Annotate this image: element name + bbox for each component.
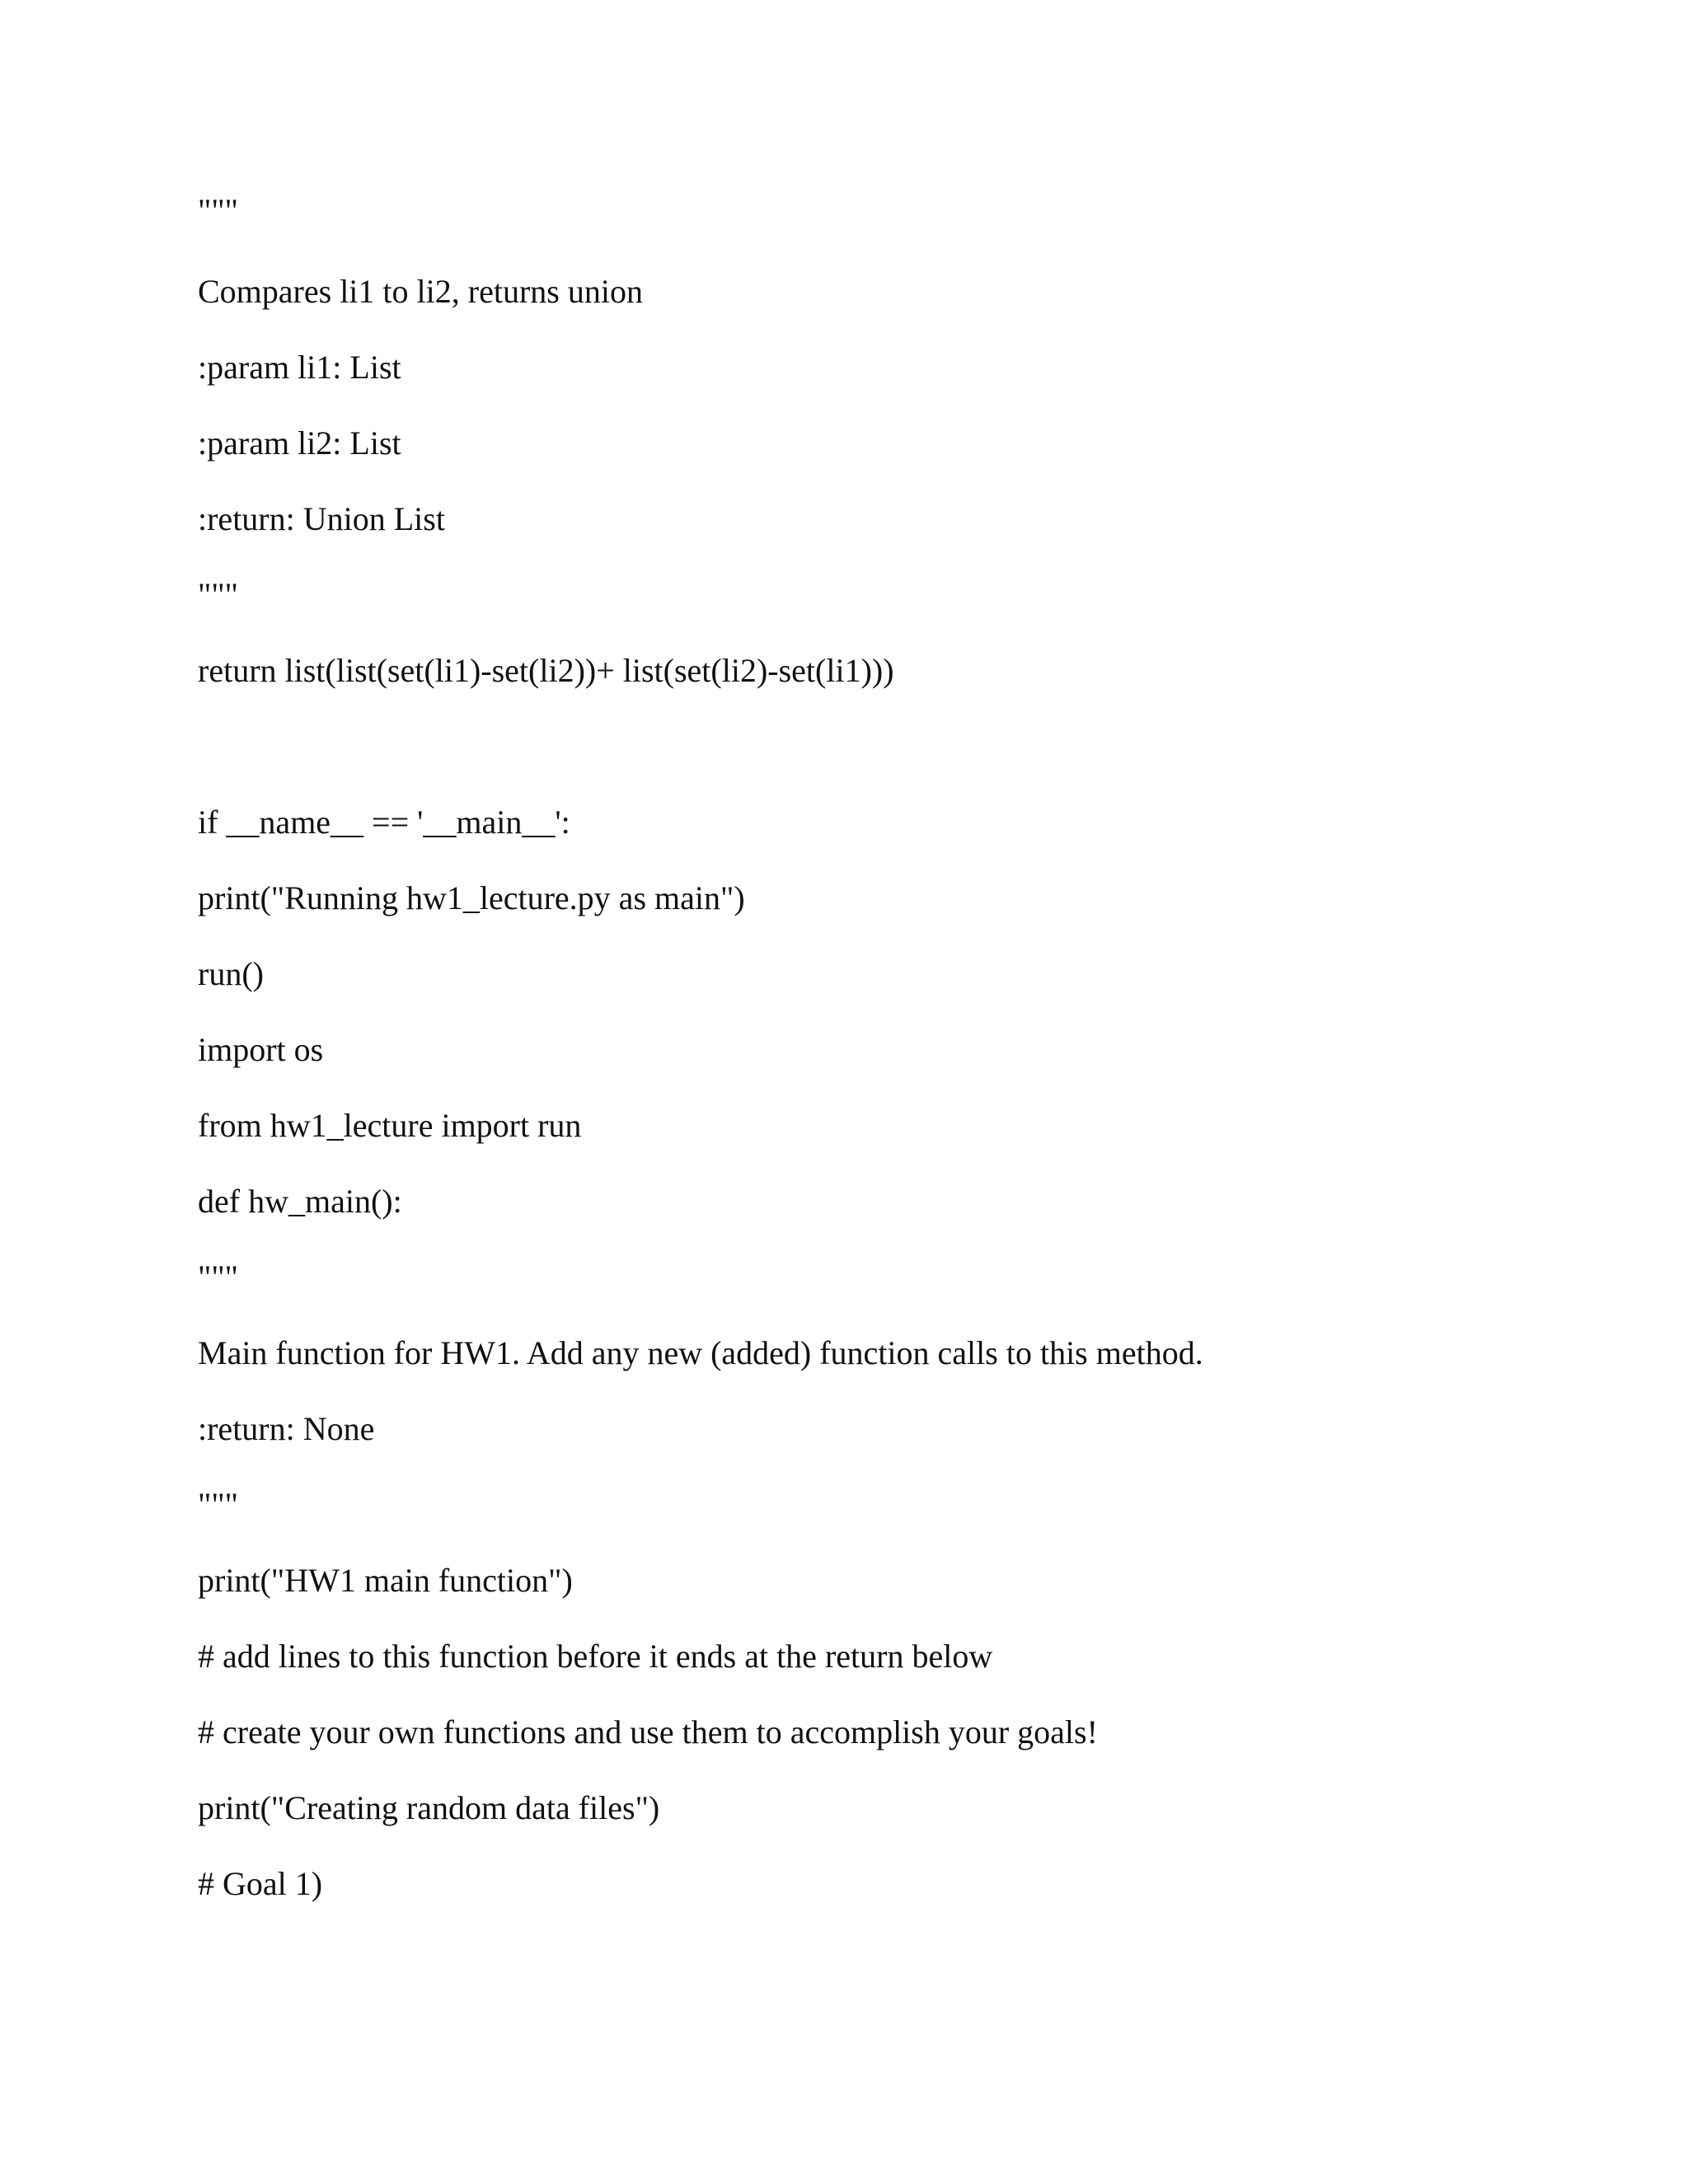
import-os: import os <box>198 1031 324 1068</box>
comment-add-lines: # add lines to this function before it ends at the return below <box>198 1638 993 1675</box>
main-docstring-summary: Main function for HW1. Add any new (added) function calls to this method. <box>198 1334 1203 1371</box>
return-doc: :return: Union List <box>198 500 445 537</box>
param-li2: :param li2: List <box>198 424 401 462</box>
docstring-open: """ <box>198 192 238 229</box>
print-hw1: print("HW1 main function") <box>198 1562 573 1599</box>
print-running: print("Running hw1_lecture.py as main") <box>198 879 745 916</box>
print-creating-files: print("Creating random data files") <box>198 1789 660 1826</box>
docstring-summary: Compares li1 to li2, returns union <box>198 273 643 310</box>
docstring-close-2: """ <box>198 1486 238 1523</box>
return-none-doc: :return: None <box>198 1410 375 1447</box>
return-statement: return list(list(set(li1)-set(li2))+ list(set(li2)-set(li1))) <box>198 652 894 689</box>
def-hw-main: def hw_main(): <box>198 1183 402 1220</box>
docstring-close: """ <box>198 576 238 613</box>
main-guard: if __name__ == '__main__': <box>198 804 570 841</box>
docstring-open-2: """ <box>198 1258 238 1296</box>
import-run: from hw1_lecture import run <box>198 1107 582 1144</box>
run-call: run() <box>198 955 264 992</box>
comment-create-functions: # create your own functions and use them to accomplish your goals! <box>198 1713 1098 1750</box>
param-li1: :param li1: List <box>198 349 401 386</box>
comment-goal-1: # Goal 1) <box>198 1865 323 1902</box>
